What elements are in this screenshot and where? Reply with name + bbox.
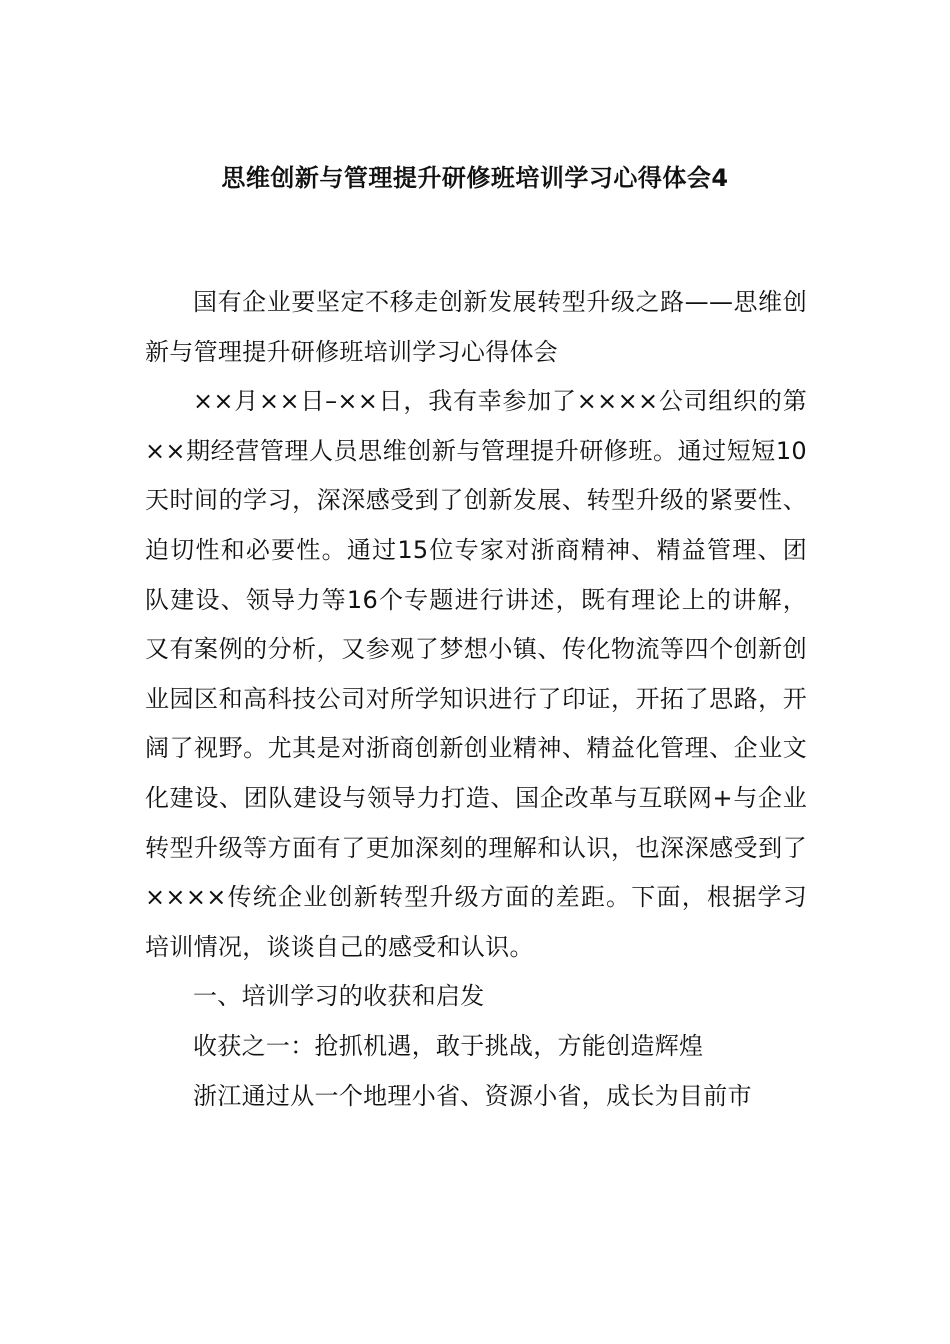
document-body xyxy=(145,278,807,1121)
paragraph-subtitle: 国有企业要坚定不移走创新发展转型升级之路——思维创新与管理提升研修班培训学习心得体会 xyxy=(145,288,807,366)
subsection-heading: 收获之一：抢抓机遇，敢于挑战，方能创造辉煌 xyxy=(193,1031,704,1060)
document-title: 思维创新与管理提升研修班培训学习心得体会4 xyxy=(221,164,729,192)
section-heading: 一、培训学习的收获和启发 xyxy=(193,982,485,1011)
paragraph-intro: ××月××日–××日，我有幸参加了××××公司组织的第××期经营管理人员思维创新与管理提升研修班。通过短短10天时间的学习，深深感受到了创新发展、转型升级的紧要性、迫切性和必要性。通过15位专家对浙商精神、精益管理、团队建设、领导力等16个专题进行讲述，既有理论上的讲解，又有案例的分析，又参观了梦想小镇、传化物流等四个创新创业园区和高科技公司对所学知识进行了印证，开拓了思路，开阔了视野。尤其是对浙商创新创业精神、精益化管理、企业文化建设、团队建设与领导力打造、国企改革与互联网+与企业转型升级等方面有了更加深刻的理解和认识，也深深感受到了××××传统企业创新转型升级方面的差距。下面，根据学习培训情况，谈谈自己的感受和认识。 xyxy=(145,387,807,961)
paragraph-body: 浙江通过从一个地理小省、资源小省，成长为目前市 xyxy=(193,1081,752,1110)
